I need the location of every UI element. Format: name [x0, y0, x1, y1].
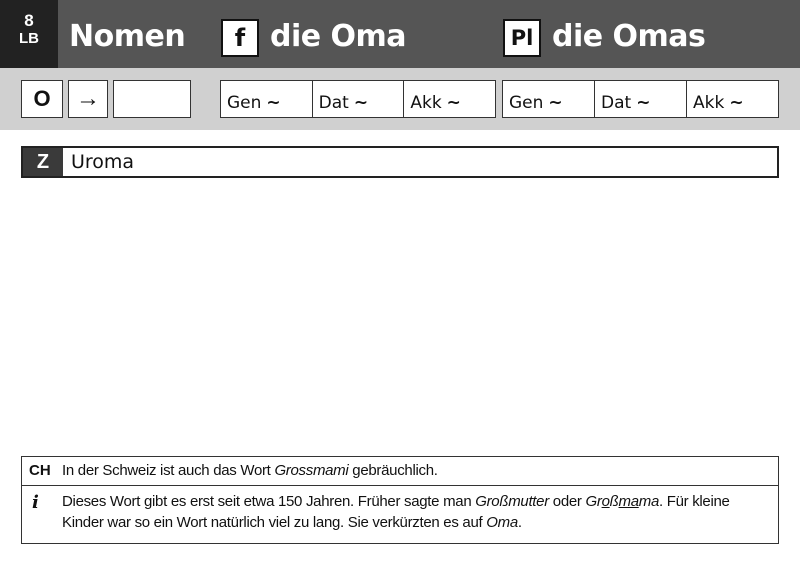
- notes-box: [21, 456, 779, 544]
- case-label: Gen: [227, 93, 262, 113]
- singular-cases: [220, 80, 496, 118]
- word-part: Gr: [585, 493, 602, 510]
- plural-marker-box: Pl: [503, 19, 541, 57]
- grammar-band: [0, 68, 800, 130]
- tilde-symbol: ~: [266, 93, 281, 113]
- tilde-symbol: ~: [729, 93, 744, 113]
- note-text-part: Dieses Wort gibt es erst seit etwa 150 Jahren. Früher sagte man: [62, 493, 472, 510]
- singular-form: die Oma: [270, 19, 407, 54]
- case-akk: [404, 81, 495, 117]
- case-gen: [221, 81, 313, 117]
- symbol-o-box: O: [21, 80, 63, 118]
- plural-cases: [502, 80, 779, 118]
- note-text-part: In der Schweiz ist auch das Wort: [62, 462, 271, 479]
- info-icon: i: [32, 492, 39, 513]
- compound-row: [21, 146, 779, 178]
- case-label: Akk: [693, 93, 725, 113]
- note-text-part: .: [517, 514, 522, 531]
- tilde-symbol: ~: [353, 93, 369, 113]
- case-label: Akk: [410, 93, 442, 113]
- case-label: Gen: [509, 93, 544, 113]
- swiss-note-text: [62, 462, 438, 480]
- blank-box: [113, 80, 191, 118]
- gender-box: f: [221, 19, 259, 57]
- arrow-icon: →: [68, 80, 108, 118]
- info-note-text: [62, 491, 767, 533]
- case-dat: [313, 81, 405, 117]
- note-text-part: . Für kleine Kinder war so ein Wort natürlich viel zu lang. Sie verkürzten es auf: [62, 493, 730, 531]
- case-gen: [503, 81, 595, 117]
- tilde-symbol: ~: [446, 93, 461, 113]
- swiss-note: [22, 457, 778, 486]
- case-label: Dat: [318, 93, 349, 113]
- word-class-title: Nomen: [69, 19, 186, 54]
- case-label: Dat: [601, 93, 632, 113]
- case-akk: [687, 81, 778, 117]
- swiss-tag: CH: [29, 462, 51, 479]
- word-part-underlined: o: [601, 493, 610, 510]
- level-badge: [0, 0, 58, 68]
- compound-word: Uroma: [71, 151, 135, 173]
- compound-tag: Z: [23, 148, 63, 176]
- note-word: Oma: [486, 514, 518, 531]
- note-word-grossmama: [586, 493, 660, 510]
- info-note: [22, 486, 778, 543]
- note-text-part: oder: [552, 493, 582, 510]
- word-part: ma: [638, 493, 659, 510]
- note-word: Grossmami: [274, 462, 349, 479]
- level-number: 8: [24, 11, 34, 30]
- level-code: LB: [19, 30, 39, 47]
- note-text-part: gebräuchlich.: [352, 462, 438, 479]
- tilde-symbol: ~: [548, 93, 563, 113]
- word-part: ß: [609, 493, 619, 510]
- plural-form: die Omas: [552, 19, 706, 54]
- case-dat: [595, 81, 687, 117]
- header-bar: [0, 0, 800, 68]
- word-part-underlined: ma: [618, 493, 639, 510]
- tilde-symbol: ~: [636, 93, 651, 113]
- note-word: Großmutter: [475, 493, 549, 510]
